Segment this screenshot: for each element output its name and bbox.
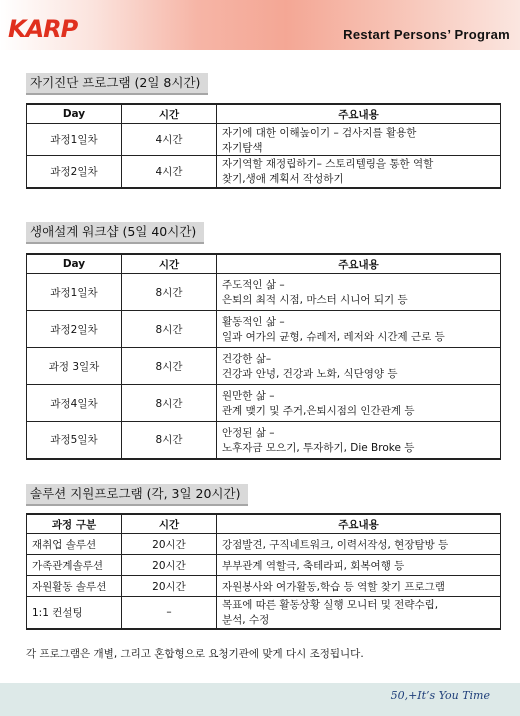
content-line: 목표에 따른 활동상황 실행 모니터 및 전략수립, [222, 599, 439, 612]
section-title-self-diagnosis: 자기진단 프로그램 (2일 8시간) [26, 73, 208, 95]
content-line: 찾기,생애 계획서 작성하기 [222, 173, 344, 186]
table-row [27, 156, 501, 188]
time-cell: 8시간 [122, 274, 217, 311]
day-cell: 과정2일차 [27, 311, 122, 348]
content-cell [217, 156, 501, 188]
content-cell: 강점발견, 구직네트워크, 이력서작성, 현장탐방 등 [217, 534, 501, 555]
column-header-day: Day [27, 104, 122, 124]
content-cell [217, 385, 501, 422]
content-cell [217, 348, 501, 385]
table-row [27, 124, 501, 156]
category-cell: 가족관계솔루션 [27, 555, 122, 576]
column-header-time: 시간 [122, 254, 217, 274]
content-cell [217, 422, 501, 459]
content-line: 노후자금 모으기, 투자하기, Die Broke 등 [222, 441, 415, 454]
content-line: 주도적인 삶 – [222, 279, 285, 291]
header-banner [0, 0, 520, 50]
table-header-row [27, 514, 501, 534]
column-header-time: 시간 [122, 104, 217, 124]
day-cell: 과정1일차 [27, 274, 122, 311]
time-cell: 20시간 [122, 534, 217, 555]
content-line: 관계 맺기 및 주거,은퇴시점의 인간관계 등 [222, 405, 415, 417]
content-line: 건강한 삶– [222, 353, 272, 365]
table-self-diagnosis [26, 103, 501, 189]
content-line: 분석, 수정 [222, 614, 270, 627]
content-line: 자기역할 재정립하기– 스토리텔링을 통한 역할 [222, 158, 434, 171]
content-cell [217, 124, 501, 156]
column-header-category: 과정 구분 [27, 514, 122, 534]
day-cell: 과정 3일차 [27, 348, 122, 385]
day-cell: 과정1일차 [27, 124, 122, 156]
table-row [27, 576, 501, 597]
content-cell: 자원봉사와 여가활동,학습 등 역할 찾기 프로그램 [217, 576, 501, 597]
table-header-row [27, 254, 501, 274]
time-cell: 8시간 [122, 348, 217, 385]
column-header-day: Day [27, 254, 122, 274]
content-line: 은퇴의 최적 시점, 마스터 시니어 되기 등 [222, 294, 408, 306]
table-life-design-workshop [26, 253, 501, 460]
content-cell [217, 311, 501, 348]
column-header-content: 주요내용 [217, 514, 501, 534]
content-line: 자기에 대한 이해높이기 – 검사지를 활용한 [222, 126, 417, 139]
table-row [27, 385, 501, 422]
time-cell: 8시간 [122, 385, 217, 422]
day-cell: 과정2일차 [27, 156, 122, 188]
section-title-solution-support: 솔루션 지원프로그램 (각, 3일 20시간) [26, 484, 248, 506]
table-row [27, 597, 501, 629]
content-line: 안정된 삶 – [222, 426, 275, 439]
section-title-life-design-workshop: 생애설계 워크샵 (5일 40시간) [26, 222, 204, 244]
content-line: 자기탐색 [222, 141, 263, 154]
table-header-row [27, 104, 501, 124]
column-header-content: 주요내용 [217, 104, 501, 124]
adjustment-note: 각 프로그램은 개별, 그리고 혼합형으로 요청기관에 맞게 다시 조정됩니다. [26, 648, 364, 660]
time-cell: 8시간 [122, 422, 217, 459]
table-solution-support [26, 513, 501, 630]
time-cell: 20시간 [122, 555, 217, 576]
time-cell: 4시간 [122, 124, 217, 156]
column-header-time: 시간 [122, 514, 217, 534]
category-cell: 1:1 컨설팅 [27, 597, 122, 629]
table-row [27, 348, 501, 385]
time-cell: – [122, 597, 217, 629]
column-header-content: 주요내용 [217, 254, 501, 274]
footer-slogan: 50,+It’s You Time [390, 689, 490, 702]
day-cell: 과정5일차 [27, 422, 122, 459]
category-cell: 재취업 솔루션 [27, 534, 122, 555]
content-line: 일과 여가의 균형, 슈레저, 레저와 시간제 근로 등 [222, 331, 445, 343]
table-row [27, 534, 501, 555]
table-row [27, 555, 501, 576]
karp-logo: KARP [8, 15, 78, 43]
day-cell: 과정4일차 [27, 385, 122, 422]
table-row [27, 274, 501, 311]
program-title: Restart Persons’ Program [343, 27, 510, 42]
category-cell: 자원활동 솔루션 [27, 576, 122, 597]
content-cell [217, 597, 501, 629]
table-row [27, 422, 501, 459]
time-cell: 8시간 [122, 311, 217, 348]
content-cell [217, 274, 501, 311]
content-line: 원만한 삶 – [222, 390, 275, 402]
content-line: 건강과 안녕, 건강과 노화, 식단영양 등 [222, 368, 398, 380]
content-line: 활동적인 삶 – [222, 316, 285, 328]
time-cell: 20시간 [122, 576, 217, 597]
footer-bar [0, 683, 520, 716]
time-cell: 4시간 [122, 156, 217, 188]
content-cell: 부부관계 역할극, 축테라피, 회복여행 등 [217, 555, 501, 576]
table-row [27, 311, 501, 348]
